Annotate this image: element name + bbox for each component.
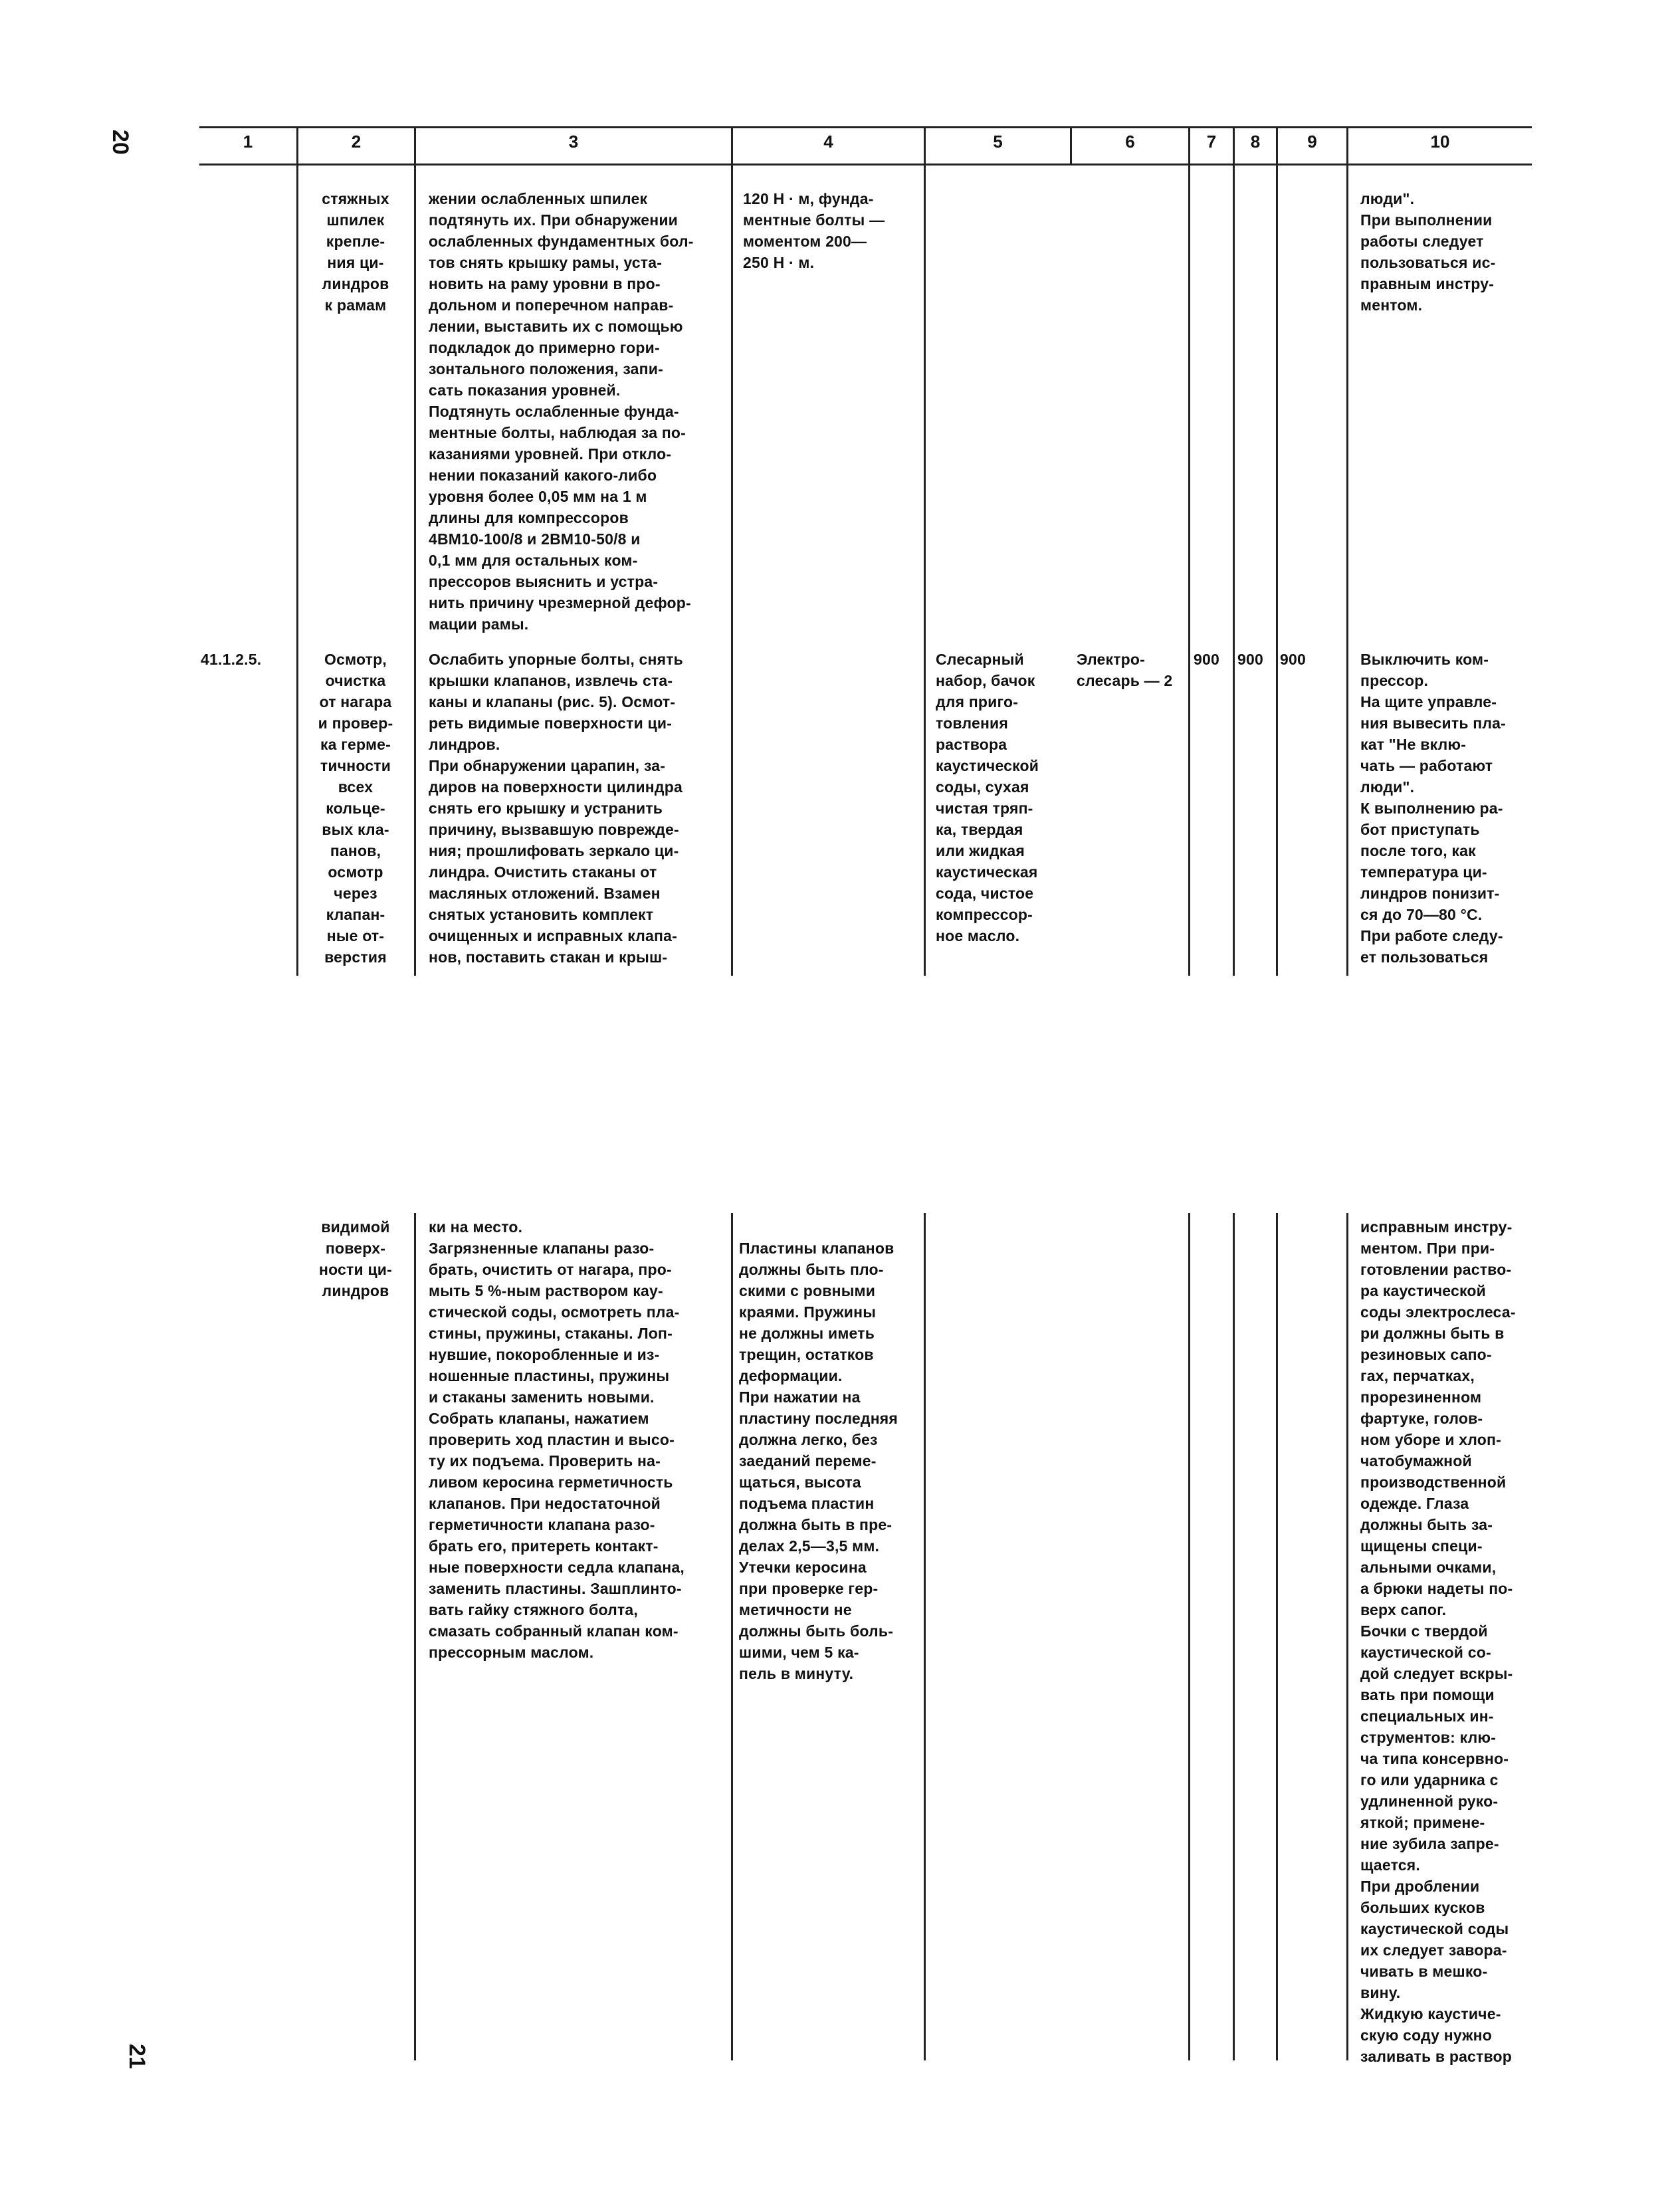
page-number-top: 20 bbox=[108, 130, 133, 155]
cell-value-7: 900 bbox=[1194, 651, 1219, 668]
cell-object: Осмотр, очистка от нагара и провер- ка герме- тичности всех кольце- вых кла- панов, осмотр через клапан- ные от- верстия bbox=[318, 651, 393, 966]
cell-procedure-overflow: ки на место. Загрязненные клапаны разо- брать, очистить от нагара, про- мыть 5 %-ным раствором кау- стической соды, осмотреть пла- стины, пружины, стаканы. Лоп- нувшие, покоробленные и из- ношенные пластины, пружины и стаканы заменить новыми. Собрать клапаны, нажатием проверить ход пластин и высо- ту их подъема. Проверить на- ливом керосина герметичность клапанов. При недостаточной герметичности клапана разо- брать его, притереть контакт- ные поверхности седла клапана, заменить пластины. Зашплинто- вать гайку стяжного болта, смазать собранный клапан ком- прессорным маслом. bbox=[429, 1218, 684, 1661]
cell-safety: Выключить ком- прессор. На щите управле- ния вывесить пла- кат "Не вклю- чать — работают люди". К выполнению ра- бот приступать после того, как температура ци- линдров понизит- ся до 70—80 °С. При работе следу- ет пользоваться bbox=[1360, 651, 1507, 966]
cell-performer: Электро- слесарь — 2 bbox=[1077, 651, 1173, 689]
cell-safety-continued: люди". При выполнении работы следует пользоваться ис- правным инстру- ментом. bbox=[1360, 190, 1496, 314]
column-divider bbox=[731, 1213, 733, 2060]
cell-object-continued: стяжных шпилек крепле- ния ци- линдров к рамам bbox=[322, 190, 389, 314]
column-divider bbox=[924, 165, 926, 976]
column-divider bbox=[1346, 1213, 1348, 2060]
cell-value-9: 900 bbox=[1280, 651, 1306, 668]
column-divider bbox=[1188, 165, 1190, 976]
cell-item-number: 41.1.2.5. bbox=[201, 651, 262, 668]
cell-procedure-continued: жении ослабленных шпилек подтянуть их. При обнаружении ослабленных фундаментных бол- тов снять крышку рамы, уста- новить на раму уровни в про- дольном и поперечном направ- лении, выставить их с помощью подкладок до примерно гори- зонтального положения, запи- сать показания уровней. Подтянуть ослабленные фунда- ментные болты, наблюдая за по- казаниями уровней. При откло- нении показаний какого-либо уровня более 0,05 мм на 1 м длины для компрессоров 4ВМ10-100/8 и 2ВМ10-50/8 и 0,1 мм для остальных ком- прессоров выяснить и устра- нить причину чрезмерной дефор- мации рамы. bbox=[429, 190, 694, 633]
column-divider bbox=[1276, 165, 1278, 976]
column-divider bbox=[924, 1213, 926, 2060]
column-divider bbox=[731, 165, 733, 976]
header-col-6: 6 bbox=[1125, 132, 1135, 152]
header-col-8: 8 bbox=[1250, 132, 1261, 152]
page-number-bottom: 21 bbox=[124, 2044, 150, 2069]
header-col-2: 2 bbox=[351, 132, 362, 152]
header-col-9: 9 bbox=[1307, 132, 1317, 152]
column-divider bbox=[1276, 1213, 1278, 2060]
column-divider bbox=[1233, 1213, 1235, 2060]
header-bottom-rule bbox=[199, 164, 1532, 165]
column-divider bbox=[1188, 1213, 1190, 2060]
table-top-rule bbox=[199, 126, 1532, 128]
cell-tools: Слесарный набор, бачок для приго- товления раствора каустической соды, сухая чистая тряп- ка, твердая или жидкая каустическая сода, чистое компрессор- ное масло. bbox=[936, 651, 1039, 944]
header-col-5: 5 bbox=[993, 132, 1003, 152]
cell-value-8: 900 bbox=[1237, 651, 1263, 668]
header-col-4: 4 bbox=[823, 132, 833, 152]
cell-object-overflow: видимой поверх- ности ци- линдров bbox=[319, 1218, 392, 1299]
header-col-7: 7 bbox=[1206, 132, 1217, 152]
cell-requirements: Пластины клапанов должны быть пло- скими с ровными краями. Пружины не должны иметь трещин, остатков деформации. При нажатии на пластину последняя должна легко, без заеданий переме- щаться, высота подъема пластин должна быть в пре- делах 2,5—3,5 мм. Утечки керосина при проверке гер- метичности не должны быть боль- шими, чем 5 ка- пель в минуту. bbox=[739, 1240, 898, 1682]
header-col-10: 10 bbox=[1430, 132, 1450, 152]
column-divider bbox=[1233, 165, 1235, 976]
cell-safety-overflow: исправным инстру- ментом. При при- готовлении раство- ра каустической соды электрослеса- ри должны быть в резиновых сапо- гах, перчатках, прорезиненном фартуке, голов- ном уборе и хлоп- чатобумажной производственной одежде. Глаза должны быть за- щищены специ- альными очками, а брюки надеты по- верх сапог. Бочки с твердой каустической со- дой следует вскры- вать при помощи специальных ин- струментов: клю- ча типа консервно- го или ударника с удлиненной руко- яткой; примене- ние зубила запре- щается. При дроблении больших кусков каустической соды их следует завора- чивать в мешко- вину. Жидкую каустиче- скую соду нужно заливать в раствор bbox=[1360, 1218, 1516, 2065]
column-divider bbox=[414, 165, 416, 976]
header-col-1: 1 bbox=[243, 132, 253, 152]
header-col-3: 3 bbox=[568, 132, 579, 152]
cell-requirements-continued: 120 Н · м, фунда- ментные болты — моментом 200— 250 Н · м. bbox=[743, 190, 885, 271]
column-divider bbox=[414, 1213, 416, 2060]
column-divider bbox=[1346, 165, 1348, 976]
cell-procedure: Ослабить упорные болты, снять крышки клапанов, извлечь ста- каны и клапаны (рис. 5). Осмот- реть видимые поверхности ци- линдров. При обнаружении царапин, за- диров на поверхности цилиндра снять его крышку и устранить причину, вызвавшую поврежде- ния; прошлифовать зеркало ци- линдра. Очистить стаканы от масляных отложений. Взамен снятых установить комплект очищенных и исправных клапа- нов, поставить стакан и крыш- bbox=[429, 651, 684, 966]
